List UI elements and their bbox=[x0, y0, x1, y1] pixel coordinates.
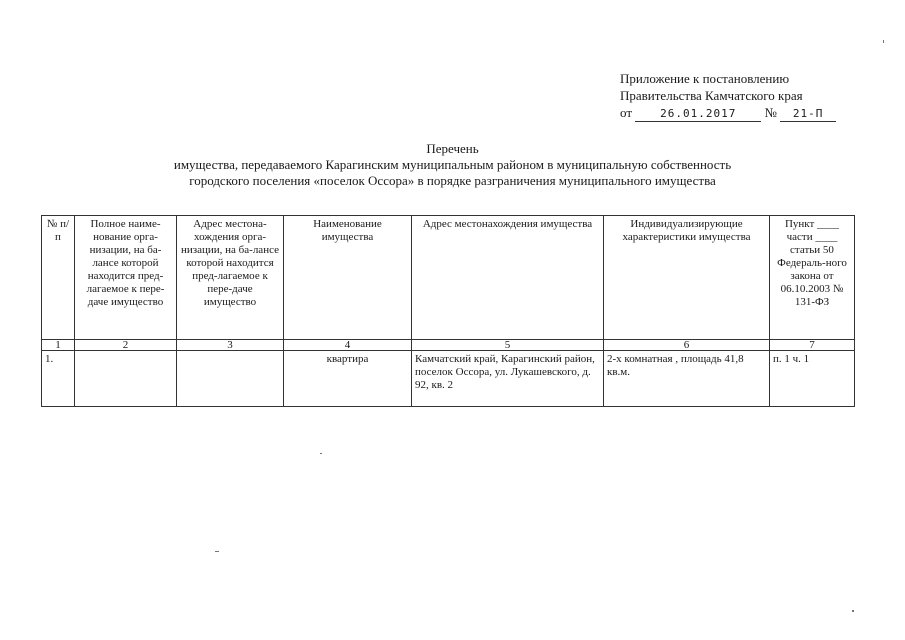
row-property-name: квартира bbox=[284, 351, 412, 407]
table-row bbox=[42, 351, 855, 407]
column-number: 5 bbox=[412, 340, 604, 351]
row-law-clause: п. 1 ч. 1 bbox=[770, 351, 855, 407]
scan-speck bbox=[320, 453, 322, 454]
header-cell-org-name: Полное наиме-нование орга-низации, на ба-лансе которой находится пред-лагаемое к пере-даче имущество bbox=[75, 216, 177, 340]
decree-number: 21-П bbox=[780, 107, 836, 122]
appendix-block bbox=[620, 70, 836, 122]
from-label: от bbox=[620, 105, 633, 120]
number-label: № bbox=[764, 105, 777, 120]
column-number: 4 bbox=[284, 340, 412, 351]
table-header-row bbox=[42, 216, 855, 340]
header-cell-law-clause: Пункт ____ части ____ статьи 50 Федераль-ного закона от 06.10.2003 № 131-ФЗ bbox=[770, 216, 855, 340]
header-cell-org-address: Адрес местона-хождения орга-низации, на ба-лансе которой находится пред-лагаемое к пере-даче имущество bbox=[177, 216, 284, 340]
row-org-address bbox=[177, 351, 284, 407]
header-cell-property-address: Адрес местонахождения имущества bbox=[412, 216, 604, 340]
row-characteristics: 2-х комнатная , площадь 41,8 кв.м. bbox=[604, 351, 770, 407]
appendix-line-2: Правительства Камчатского края bbox=[620, 88, 803, 103]
appendix-line-1: Приложение к постановлению bbox=[620, 71, 790, 86]
header-cell-property-name: Наименование имущества bbox=[284, 216, 412, 340]
column-number: 7 bbox=[770, 340, 855, 351]
scan-speck bbox=[852, 610, 854, 612]
row-org-name bbox=[75, 351, 177, 407]
scan-speck bbox=[883, 40, 884, 43]
title-line-1: Перечень bbox=[426, 141, 479, 156]
row-number: 1. bbox=[42, 351, 75, 407]
column-number: 6 bbox=[604, 340, 770, 351]
title-line-3: городского поселения «поселок Оссора» в порядке разграничения муниципального имущества bbox=[189, 173, 716, 188]
property-table bbox=[41, 215, 855, 407]
document-title bbox=[0, 141, 905, 189]
column-number: 1 bbox=[42, 340, 75, 351]
appendix-date-line bbox=[620, 104, 836, 122]
header-cell-characteristics: Индивидуализирующие характеристики имущества bbox=[604, 216, 770, 340]
column-number-row bbox=[42, 340, 855, 351]
decree-date: 26.01.2017 bbox=[635, 107, 761, 122]
scan-speck bbox=[215, 551, 219, 552]
title-line-2: имущества, передаваемого Карагинским муниципальным районом в муниципальную собственность bbox=[173, 157, 732, 172]
column-number: 2 bbox=[75, 340, 177, 351]
header-cell-number: № п/п bbox=[42, 216, 75, 340]
row-property-address: Камчатский край, Карагинский район, поселок Оссора, ул. Лукашевского, д. 92, кв. 2 bbox=[412, 351, 604, 407]
column-number: 3 bbox=[177, 340, 284, 351]
